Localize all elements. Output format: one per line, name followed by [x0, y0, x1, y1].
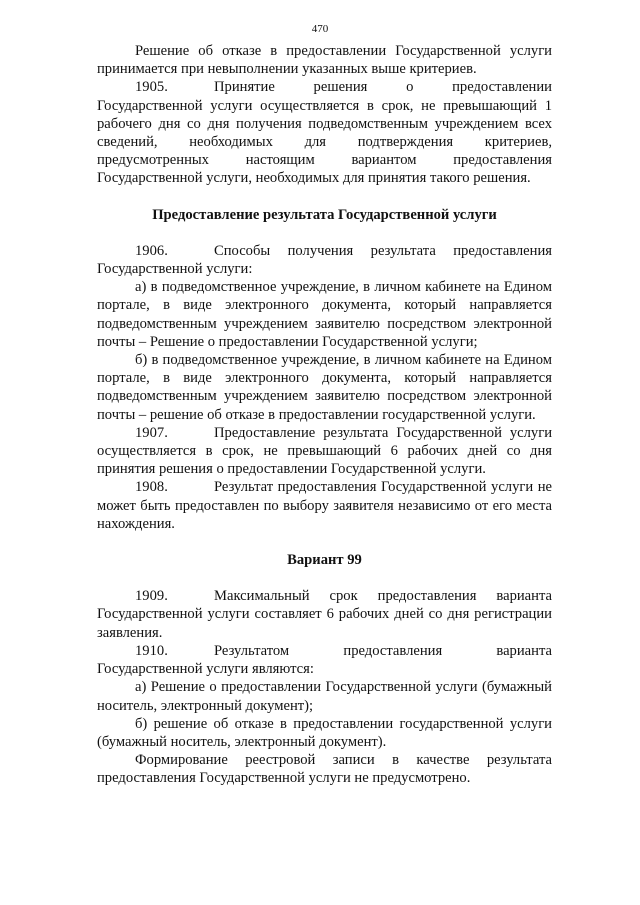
clause-number: 1908.: [135, 479, 168, 496]
numbered-paragraph-1910: [97, 642, 552, 678]
list-item-a: а) в подведомственное учреждение, в личном кабинете на Едином портале, в виде электронного документа, который направляется подведомственным учреждением заявителю посредством электронной почты – Решение о предоставлении Государственной услуги;: [97, 279, 552, 350]
clause-text: Принятие решения о предоставлении Государственной услуги осуществляется в срок, не превышающий 1 рабочего дня со дня получения подведомственным учреждением всех сведений, необходимых для подтверждения критериев, предусмотренных настоящим вариантом предоставления Государственной услуги, необходимых для принятия такого решения.: [97, 79, 552, 187]
list-item-a: а) Решение о предоставлении Государственной услуги (бумажный носитель, электронный документ);: [97, 679, 552, 714]
clause-text: Результатом предоставления варианта Государственной услуги являются:: [97, 642, 552, 678]
list-item-b: б) в подведомственное учреждение, в личном кабинете на Едином портале, в виде электронного документа, который направляется подведомственным учреждением заявителю посредством электронной почты – решение об отказе в предоставлении государственной услуги.: [97, 352, 552, 423]
paragraph: Формирование реестровой записи в качестве результата предоставления Государственной услуги не предусмотрено.: [97, 752, 552, 787]
numbered-paragraph-1909: [97, 587, 552, 642]
clause-number: 1910.: [135, 642, 168, 659]
variant-heading: Вариант 99: [287, 552, 362, 569]
document-body: [97, 42, 552, 788]
clause-number: 1906.: [135, 242, 168, 259]
numbered-paragraph-1906: [97, 242, 552, 278]
clause-text: Способы получения результата предоставления Государственной услуги:: [97, 242, 552, 278]
clause-text: Максимальный срок предоставления варианта Государственной услуги составляет 6 рабочих дней со дня регистрации заявления.: [97, 588, 552, 641]
list-item-b: б) решение об отказе в предоставлении государственной услуги (бумажный носитель, электронный документ).: [97, 715, 552, 750]
paragraph: Решение об отказе в предоставлении Государственной услуги принимается при невыполнении указанных выше критериев.: [97, 43, 552, 78]
section-heading: Предоставление результата Государственной услуги: [152, 206, 497, 223]
numbered-paragraph-1908: [97, 478, 552, 533]
clause-text: Результат предоставления Государственной услуги не может быть предоставлен по выбору заявителя независимо от его места нахождения.: [97, 479, 552, 532]
page-number: 470: [311, 23, 329, 35]
clause-number: 1907.: [135, 424, 168, 441]
numbered-paragraph-1905: [97, 78, 552, 187]
clause-number: 1909.: [135, 588, 168, 605]
clause-number: 1905.: [135, 79, 168, 96]
clause-text: Предоставление результата Государственной услуги осуществляется в срок, не превышающий 6 рабочих дней со дня принятия решения о предоставлении Государственной услуги.: [97, 424, 552, 478]
numbered-paragraph-1907: [97, 424, 552, 479]
